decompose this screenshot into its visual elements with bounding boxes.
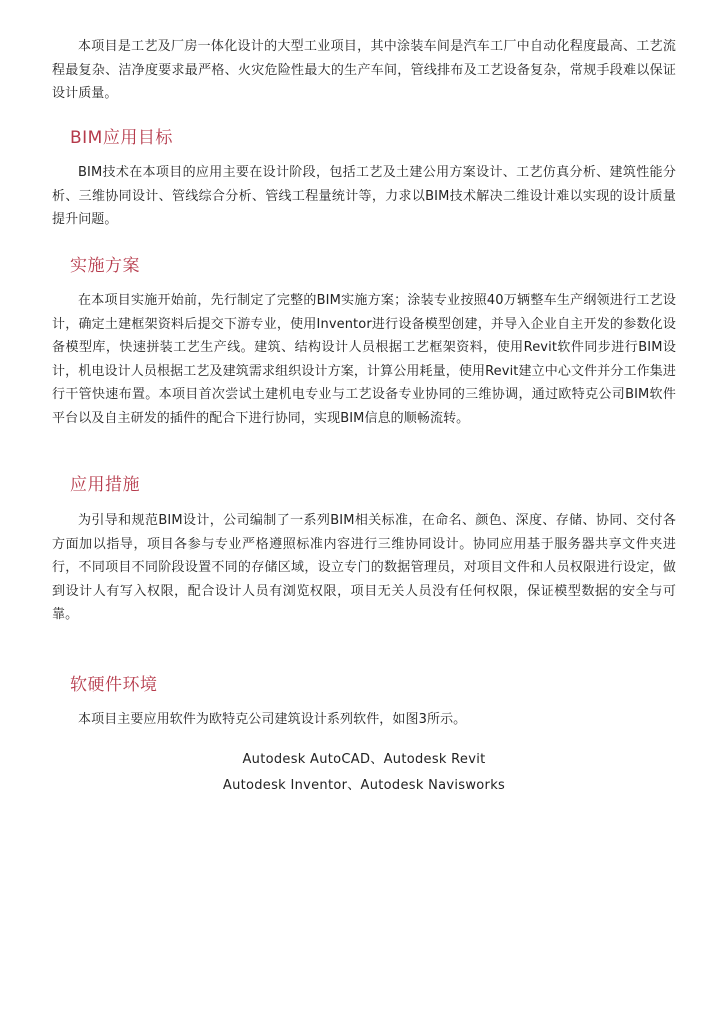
section-heading-bim-goal: BIM应用目标 (70, 128, 173, 148)
application-measures-paragraph: 为引导和规范BIM设计，公司编制了一系列BIM相关标准，在命名、颜色、深度、存储、协同、交付各方面加以指导，项目各参与专业严格遵照标准内容进行三维协同设计。协同应用基于服务器共享文件夹进行，不同项目不同阶段设置不同的存储区域，设立专门的数据管理员，对项目文件和人员权限进行设定，做到设计人有写入权限，配合设计人员有浏览权限，项目无关人员没有任何权限，保证模型数据的安全与可靠。 (52, 513, 676, 622)
section-heading-application-measures: 应用措施 (70, 475, 140, 495)
section-heading-software-hardware: 软硬件环境 (70, 675, 158, 695)
intro-paragraph: 本项目是工艺及厂房一体化设计的大型工业项目，其中涂装车间是汽车工厂中自动化程度最高、工艺流程最复杂、洁净度要求最严格、火灾危险性最大的生产车间，管线排布及工艺设备复杂，常规手段难以保证设计质量。 (52, 39, 676, 101)
section-heading-implementation-plan: 实施方案 (70, 256, 140, 276)
software-list-line-1: Autodesk AutoCAD、Autodesk Revit (242, 752, 486, 767)
software-list-line-2: Autodesk Inventor、Autodesk Navisworks (222, 778, 506, 793)
implementation-plan-paragraph: 在本项目实施开始前，先行制定了完整的BIM实施方案；涂装专业按照40万辆整车生产纲领进行工艺设计，确定土建框架资料后提交下游专业，使用Inventor进行设备模型创建，并导入企业自主开发的参数化设备模型库，快速拼装工艺生产线。建筑、结构设计人员根据工艺框架资料，使用Revit软件同步进行BIM设计，机电设计人员根据工艺及建筑需求组织设计方案，计算公用耗量，使用Revit建立中心文件并分工作集进行干管快速布置。本项目首次尝试土建机电专业与工艺设备专业协同的三维协调，通过欧特克公司BIM软件平台以及自主研发的插件的配合下进行协同，实现BIM信息的顺畅流转。 (52, 293, 676, 426)
bim-goal-paragraph: BIM技术在本项目的应用主要在设计阶段，包括工艺及土建公用方案设计、工艺仿真分析、建筑性能分析、三维协同设计、管线综合分析、管线工程量统计等，力求以BIM技术解决二维设计难以实现的设计质量提升问题。 (52, 165, 676, 227)
software-hardware-paragraph: 本项目主要应用软件为欧特克公司建筑设计系列软件，如图3所示。 (78, 712, 467, 727)
